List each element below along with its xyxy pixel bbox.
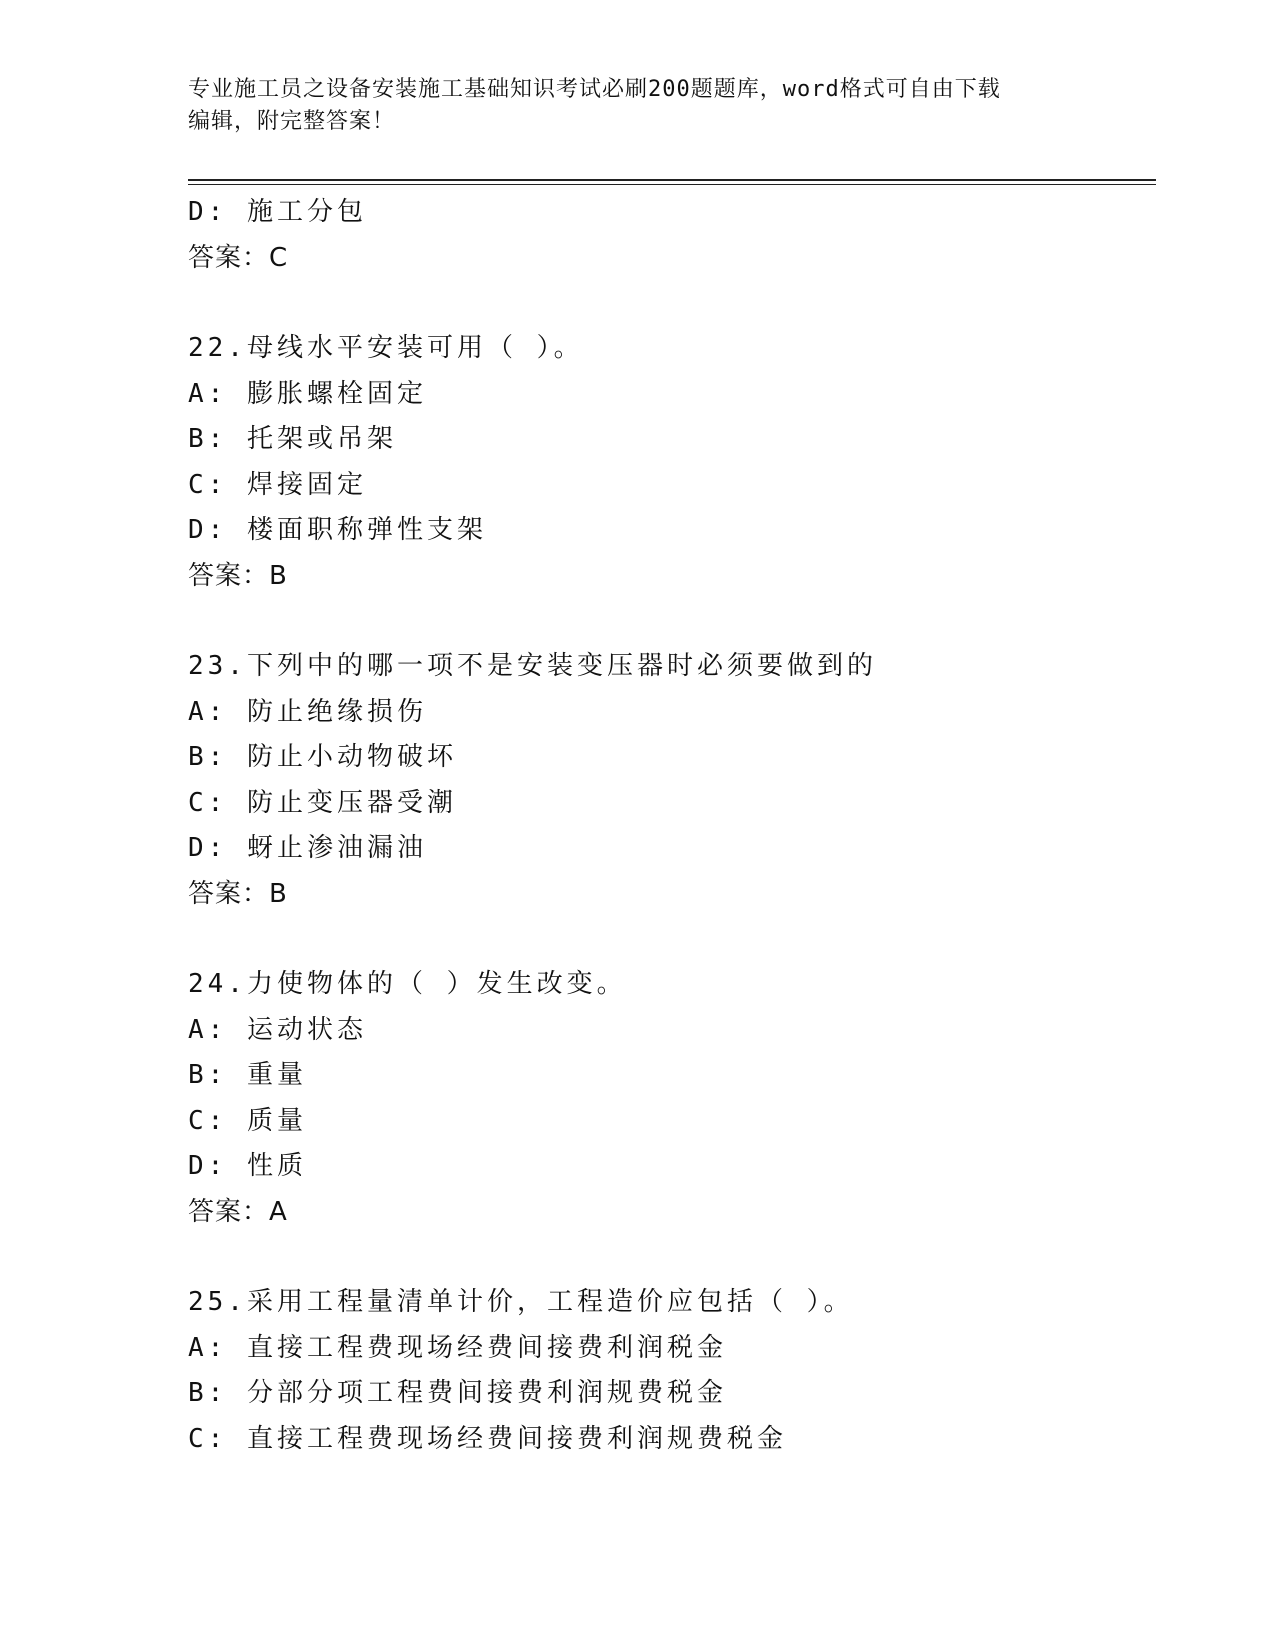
option-a: A: 运动状态 [188,1014,367,1045]
option-d: D: 性质 [188,1151,307,1181]
question-title: 23.下列中的哪一项不是安装变压器时必须要做到的 [188,651,877,681]
question-22 [188,326,1156,599]
option-d: D: 施工分包 [188,197,367,227]
header-divider-thin [188,184,1156,185]
option-b: B: 托架或吊架 [188,424,397,454]
option-c: C: 防止变压器受潮 [188,787,457,818]
answer: 答案：C [188,242,289,273]
option-a: A: 防止绝缘损伤 [188,696,427,727]
question-25 [188,1280,1156,1462]
header-line-2: 编辑，附完整答案！ [188,109,396,134]
option-a: A: 膨胀螺栓固定 [188,378,427,409]
question-title: 22.母线水平安装可用（ ）。 [188,333,584,363]
option-b: B: 防止小动物破坏 [188,742,457,772]
question-23 [188,644,1156,917]
answer: 答案：B [188,560,288,591]
option-a: A: 直接工程费现场经费间接费利润税金 [188,1332,727,1363]
option-c: C: 质量 [188,1105,307,1136]
question-list [188,190,1156,1462]
question-title: 25.采用工程量清单计价，工程造价应包括（ ）。 [188,1287,854,1317]
option-d: D: 蚜止渗油漏油 [188,833,427,863]
option-b: B: 分部分项工程费间接费利润规费税金 [188,1378,727,1408]
question-24 [188,962,1156,1235]
option-d: D: 楼面职称弹性支架 [188,515,487,545]
header-line-1: 专业施工员之设备安装施工基础知识考试必刷200题题库，word格式可自由下载 [188,77,1001,102]
document-header [188,74,1068,138]
answer: 答案：B [188,878,288,909]
option-c: C: 直接工程费现场经费间接费利润规费税金 [188,1423,787,1454]
header-divider-thick [188,179,1156,181]
option-b: B: 重量 [188,1060,307,1090]
prev-question-tail [188,190,1156,281]
question-title: 24.力使物体的（ ）发生改变。 [188,969,627,999]
option-c: C: 焊接固定 [188,469,367,500]
answer: 答案：A [188,1196,288,1227]
